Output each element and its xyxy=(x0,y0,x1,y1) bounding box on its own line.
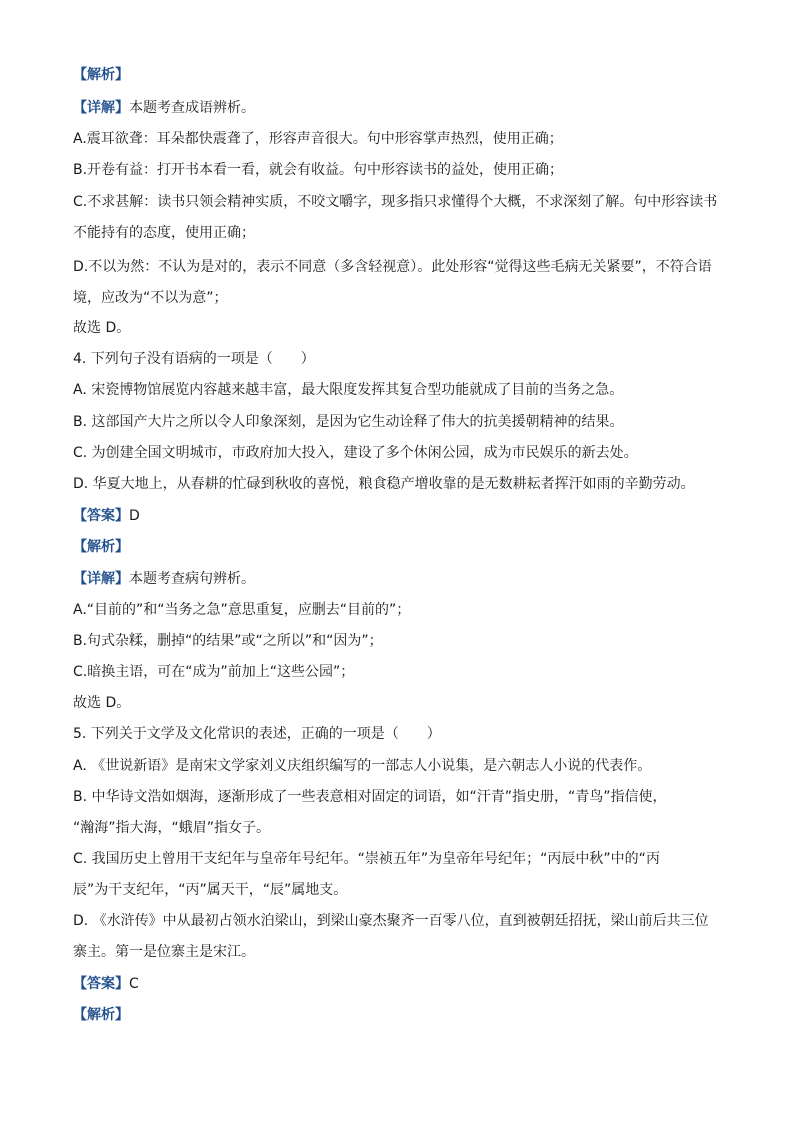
text-line xyxy=(73,911,733,931)
text-line xyxy=(73,974,733,994)
line-text: 寨主。第一是位寨主是宋江。 xyxy=(73,944,255,960)
text-line xyxy=(73,412,733,432)
line-text: C xyxy=(129,976,139,992)
line-text: B. 这部国产大片之所以令人印象深刻，是因为它生动诠释了伟大的抗美援朝精神的结果。 xyxy=(73,414,624,430)
line-text: D xyxy=(129,508,140,524)
line-text: 故选 D。 xyxy=(73,695,131,711)
text-line xyxy=(73,818,733,838)
line-text: B.句式杂糅，删掉“的结果”或“之所以”和“因为”； xyxy=(73,633,383,649)
text-line xyxy=(73,349,733,369)
text-line xyxy=(73,192,733,212)
line-text: A. 《世说新语》是南宋文学家刘义庆组织编写的一部志人小说集，是六朝志人小说的代表作。 xyxy=(73,758,652,774)
text-line xyxy=(73,98,733,118)
line-text: 境，应改为“不以为意”； xyxy=(73,290,228,306)
section-marker: 【详解】 xyxy=(73,571,129,587)
text-line xyxy=(73,1005,733,1025)
line-text: B. 中华诗文浩如烟海，逐渐形成了一些表意相对固定的词语，如“汗青”指史册，“青鸟”指信使， xyxy=(73,789,667,805)
line-text: 本题考查成语辨析。 xyxy=(129,100,255,116)
section-marker: 【详解】 xyxy=(73,100,129,116)
text-line xyxy=(73,65,733,85)
text-line xyxy=(73,631,733,651)
line-text: 故选 D。 xyxy=(73,320,131,336)
text-line xyxy=(73,380,733,400)
line-text: 辰”为干支纪年，“丙”属天干，“辰”属地支。 xyxy=(73,882,348,898)
line-text: D. 《水浒传》中从最初占领水泊梁山，到梁山豪杰聚齐一百零八位，直到被朝廷招抚，梁山前后共三位 xyxy=(73,913,709,929)
text-line xyxy=(73,223,733,243)
text-line xyxy=(73,849,733,869)
text-line xyxy=(73,662,733,682)
text-line xyxy=(73,880,733,900)
line-text: C.暗换主语，可在“成为”前加上“这些公园”； xyxy=(73,664,355,680)
line-text: A.“目前的”和“当务之急”意思重复，应删去“目前的”； xyxy=(73,602,411,618)
text-line xyxy=(73,443,733,463)
text-line xyxy=(73,724,733,744)
text-line xyxy=(73,756,733,776)
text-line xyxy=(73,474,733,494)
section-marker: 【解析】 xyxy=(73,539,129,555)
line-text: B.开卷有益：打开书本看一看，就会有收益。句中形容读书的益处，使用正确； xyxy=(73,162,564,178)
line-text: D.不以为然：不认为是对的，表示不同意（多含轻视意）。此处形容“觉得这些毛病无关紧要”，不符合语 xyxy=(73,259,712,275)
line-text: 本题考查病句辨析。 xyxy=(129,571,255,587)
line-text: 不能持有的态度，使用正确； xyxy=(73,225,255,241)
text-line xyxy=(73,506,733,526)
line-text: C. 我国历史上曾用干支纪年与皇帝年号纪年。“崇祯五年”为皇帝年号纪年；“丙辰中秋”中的“丙 xyxy=(73,851,660,867)
text-line xyxy=(73,693,733,713)
text-line xyxy=(73,129,733,149)
text-line xyxy=(73,257,733,277)
line-text: 4. 下列句子没有语病的一项是（ ） xyxy=(73,351,315,367)
line-text: 5. 下列关于文学及文化常识的表述，正确的一项是（ ） xyxy=(73,726,441,742)
line-text: D. 华夏大地上，从春耕的忙碌到秋收的喜悦，粮食稳产增收靠的是无数耕耘者挥汗如雨的辛勤劳动。 xyxy=(73,476,695,492)
section-marker: 【答案】 xyxy=(73,508,129,524)
text-line xyxy=(73,942,733,962)
line-text: C. 为创建全国文明城市，市政府加大投入，建设了多个休闲公园，成为市民娱乐的新去处。 xyxy=(73,445,638,461)
section-marker: 【答案】 xyxy=(73,976,129,992)
text-line xyxy=(73,569,733,589)
line-text: “瀚海”指大海，“蛾眉”指女子。 xyxy=(73,820,271,836)
text-line xyxy=(73,600,733,620)
text-line xyxy=(73,787,733,807)
text-line xyxy=(73,537,733,557)
section-marker: 【解析】 xyxy=(73,67,129,83)
section-marker: 【解析】 xyxy=(73,1007,129,1023)
line-text: C.不求甚解：读书只领会精神实质，不咬文嚼字，现多指只求懂得个大概，不求深刻了解。句中形容读书 xyxy=(73,194,718,210)
line-text: A.震耳欲聋：耳朵都快震聋了，形容声音很大。句中形容掌声热烈，使用正确； xyxy=(73,131,563,147)
line-text: A. 宋瓷博物馆展览内容越来越丰富，最大限度发挥其复合型功能就成了目前的当务之急。 xyxy=(73,382,624,398)
text-line xyxy=(73,318,733,338)
text-line xyxy=(73,288,733,308)
text-line xyxy=(73,160,733,180)
